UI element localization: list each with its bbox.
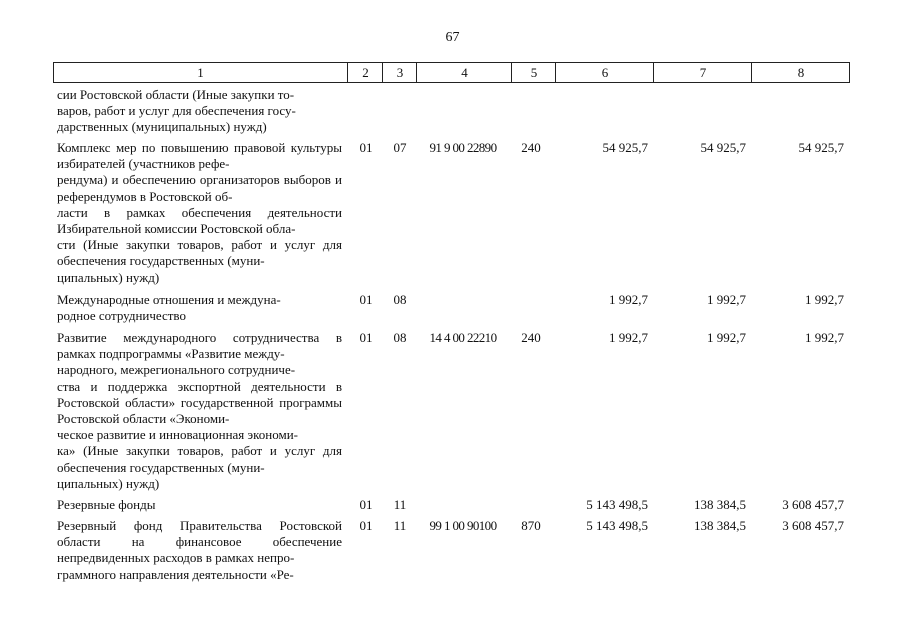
- row-target-code: 14 4 00 22210: [429, 330, 497, 345]
- row-value-col6: 5 143 498,5: [586, 518, 648, 533]
- row-value-col7: 138 384,5: [694, 497, 746, 512]
- row-value-col7: 1 992,7: [707, 330, 746, 345]
- row-value-col6: 1 992,7: [609, 292, 648, 307]
- row-section: 01: [359, 497, 373, 512]
- header-col-7: 7: [653, 63, 752, 82]
- row-value-col7: 54 925,7: [700, 140, 746, 155]
- header-col-6: 6: [555, 63, 654, 82]
- row-description: Комплекс мер по повышению правовой культуры избирателей (участников рефе- рендума) и обеспечению организаторов выборов и референдумов в Ростовской об- ласти в рамках обеспечения деятельности Избирательной комиссии Ростовской обла- сти (Иные закупки товаров, работ и услуг для обеспечения государственных (муни- ципальных) нужд): [57, 140, 342, 285]
- row-subsection: 11: [393, 518, 407, 533]
- row-description: Международные отношения и междуна- родное сотрудничество: [57, 292, 281, 324]
- row-expense-type: 870: [521, 518, 541, 533]
- row-value-col8: 3 608 457,7: [782, 518, 844, 533]
- row-value-col8: 54 925,7: [798, 140, 844, 155]
- row-target-code: 91 9 00 22890: [429, 140, 497, 155]
- row-value-col6: 5 143 498,5: [586, 497, 648, 512]
- row-subsection: 11: [393, 497, 407, 512]
- row-subsection: 08: [393, 292, 407, 307]
- row-description: сии Ростовской области (Иные закупки то- варов, работ и услуг для обеспечения госу- дарственных (муниципальных) нужд): [57, 87, 296, 135]
- row-value-col8: 1 992,7: [805, 330, 844, 345]
- row-description: Развитие международного сотрудничества в рамках подпрограммы «Развитие между- народного, межрегионального сотрудниче- ства и поддержка экспортной деятельности в Ростовской области» государственной программы Ростовской области «Экономи- ческое развитие и инновационная экономи- ка» (Иные закупки товаров, работ и услуг для обеспечения государственных (муни- ципальных) нужд): [57, 330, 342, 491]
- row-target-code: 99 1 00 90100: [429, 518, 497, 533]
- row-value-col7: 138 384,5: [694, 518, 746, 533]
- header-col-5: 5: [511, 63, 556, 82]
- row-value-col6: 1 992,7: [609, 330, 648, 345]
- header-col-4: 4: [416, 63, 512, 82]
- row-section: 01: [359, 330, 373, 345]
- row-value-col8: 3 608 457,7: [782, 497, 844, 512]
- header-col-3: 3: [382, 63, 417, 82]
- page-number: 67: [445, 30, 460, 45]
- header-col-1: 1: [197, 65, 204, 80]
- row-section: 01: [359, 140, 373, 155]
- header-col-2: 2: [347, 63, 383, 82]
- row-expense-type: 240: [521, 140, 541, 155]
- row-value-col6: 54 925,7: [602, 140, 648, 155]
- row-subsection: 08: [393, 330, 407, 345]
- header-col-8: 8: [751, 63, 850, 82]
- table-header: [53, 62, 850, 83]
- row-description: Резервные фонды: [57, 497, 156, 512]
- row-value-col8: 1 992,7: [805, 292, 844, 307]
- row-value-col7: 1 992,7: [707, 292, 746, 307]
- row-section: 01: [359, 518, 373, 533]
- row-description: Резервный фонд Правительства Ростовской области на финансовое обеспечение непредвиденных расходов в рамках непро- граммного направления деятельности «Ре-: [57, 518, 342, 582]
- row-subsection: 07: [393, 140, 407, 155]
- row-section: 01: [359, 292, 373, 307]
- row-expense-type: 240: [521, 330, 541, 345]
